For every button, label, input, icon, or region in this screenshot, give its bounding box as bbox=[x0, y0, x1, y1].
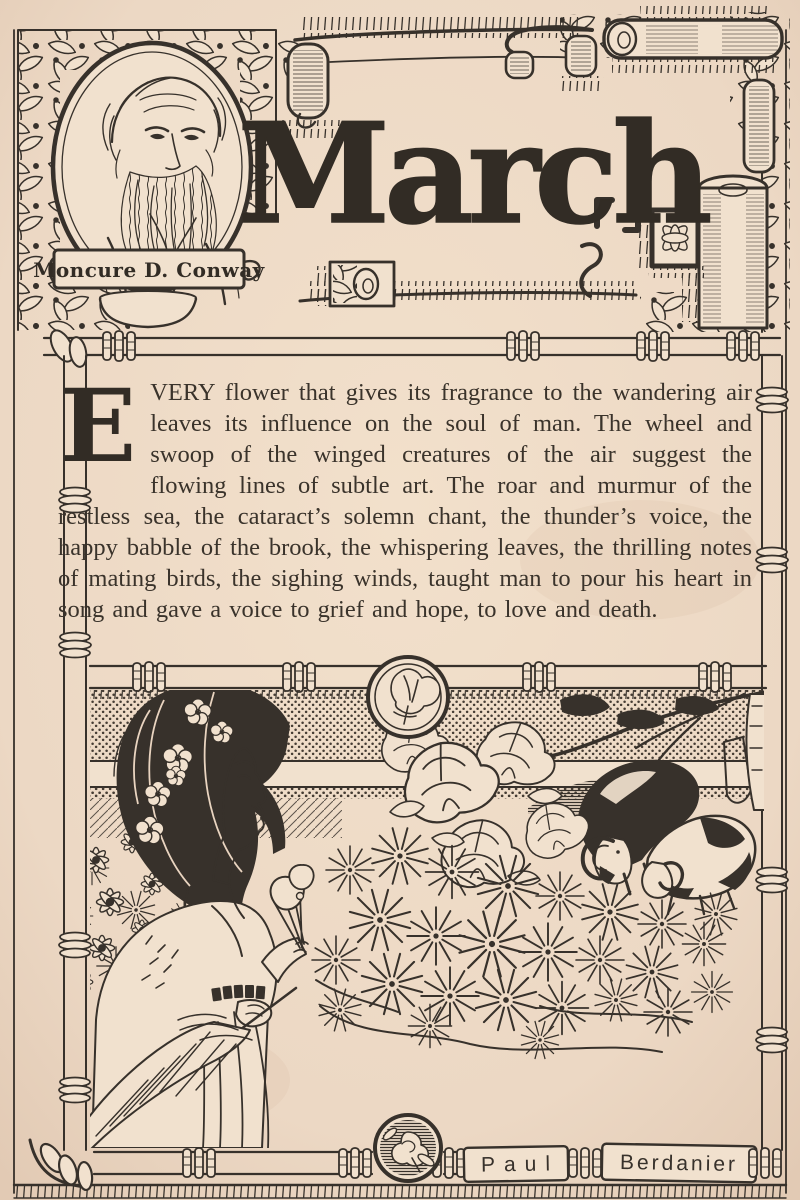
signature-cartouche-first bbox=[464, 1146, 569, 1182]
signature-cartouche-last bbox=[602, 1144, 757, 1183]
bottom-flower-medallion bbox=[375, 1115, 441, 1181]
article-paragraph bbox=[58, 377, 752, 665]
article-dropcap: E bbox=[60, 377, 137, 485]
article-body-text: VERY flower that gives its fragrance to the wandering air leaves its influence on the soul of man. The wheel and swoop of the winged creatures of the air suggest the flowing lines of subtle art. The roar and murmur of the restless sea, the cataract’s solemn chant, the thunder’s voice, the happy babble of the brook, the whispering leaves, the thrilling notes of mating birds, the sighing winds, taught man to pour his heart in song and gave a voice to grief and hope, to love and death. bbox=[58, 379, 752, 623]
signature-last-name: Berdanier bbox=[619, 1150, 739, 1177]
portrait-caption-banner bbox=[33, 250, 265, 288]
signature-first-name: Paul bbox=[480, 1152, 560, 1177]
top-flower-medallion bbox=[368, 657, 448, 737]
portrait-caption: Moncure D. Conway bbox=[33, 258, 265, 282]
month-title: March bbox=[237, 92, 707, 255]
